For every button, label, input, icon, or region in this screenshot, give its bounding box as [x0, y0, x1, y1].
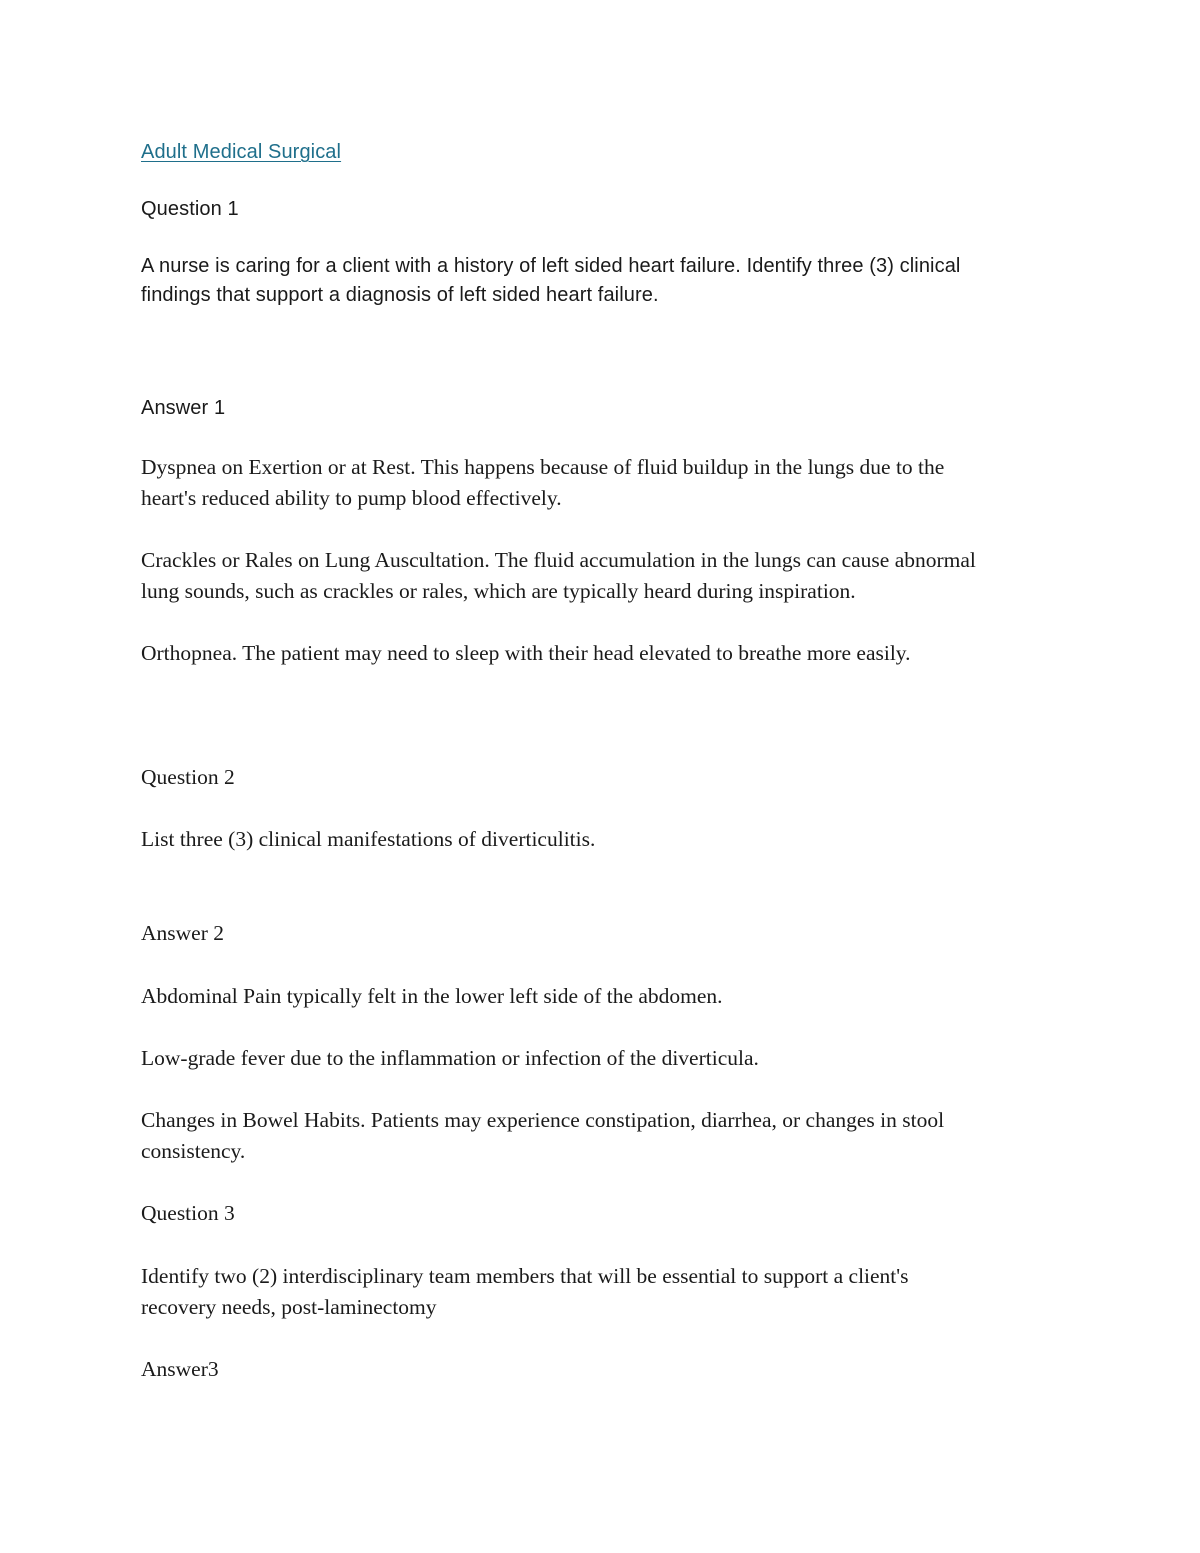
- question-1-text-line-2: findings that support a diagnosis of left sided heart failure.: [141, 284, 659, 306]
- answer-2-item-3-line-1: Changes in Bowel Habits. Patients may experience constipation, diarrhea, or changes in stool: [141, 1108, 945, 1132]
- answer-2-item-3-line-2: consistency.: [141, 1139, 246, 1163]
- question-3-text-line-1: Identify two (2) interdisciplinary team members that will be essential to support a client's: [141, 1264, 909, 1288]
- answer-1-item-3-line-1: Orthopnea. The patient may need to sleep with their head elevated to breathe more easily.: [141, 641, 911, 665]
- answer-3-heading: Answer3: [141, 1357, 219, 1381]
- question-1-heading: Question 1: [141, 198, 239, 220]
- answer-1-heading: Answer 1: [141, 397, 226, 419]
- answer-1-item-2-line-2: lung sounds, such as crackles or rales, which are typically heard during inspiration.: [141, 579, 856, 603]
- answer-2-item-1-line-1: Abdominal Pain typically felt in the lower left side of the abdomen.: [141, 984, 723, 1008]
- answer-1-item-1-line-2: heart's reduced ability to pump blood effectively.: [141, 486, 562, 510]
- answer-2-item-2-line-1: Low-grade fever due to the inflammation or infection of the diverticula.: [141, 1046, 759, 1070]
- question-3-heading: Question 3: [141, 1201, 235, 1225]
- document-title-link[interactable]: Adult Medical Surgical: [141, 141, 342, 163]
- question-1-text-line-1: A nurse is caring for a client with a history of left sided heart failure. Identify three (3) clinical: [141, 255, 961, 277]
- question-2-heading: Question 2: [141, 765, 235, 789]
- question-3-text-line-2: recovery needs, post-laminectomy: [141, 1295, 437, 1319]
- question-2-text-line-1: List three (3) clinical manifestations of diverticulitis.: [141, 827, 596, 851]
- answer-1-item-2-line-1: Crackles or Rales on Lung Auscultation. The fluid accumulation in the lungs can cause abnormal: [141, 548, 976, 572]
- answer-1-item-1-line-1: Dyspnea on Exertion or at Rest. This happens because of fluid buildup in the lungs due to the: [141, 455, 945, 479]
- answer-2-heading: Answer 2: [141, 921, 224, 945]
